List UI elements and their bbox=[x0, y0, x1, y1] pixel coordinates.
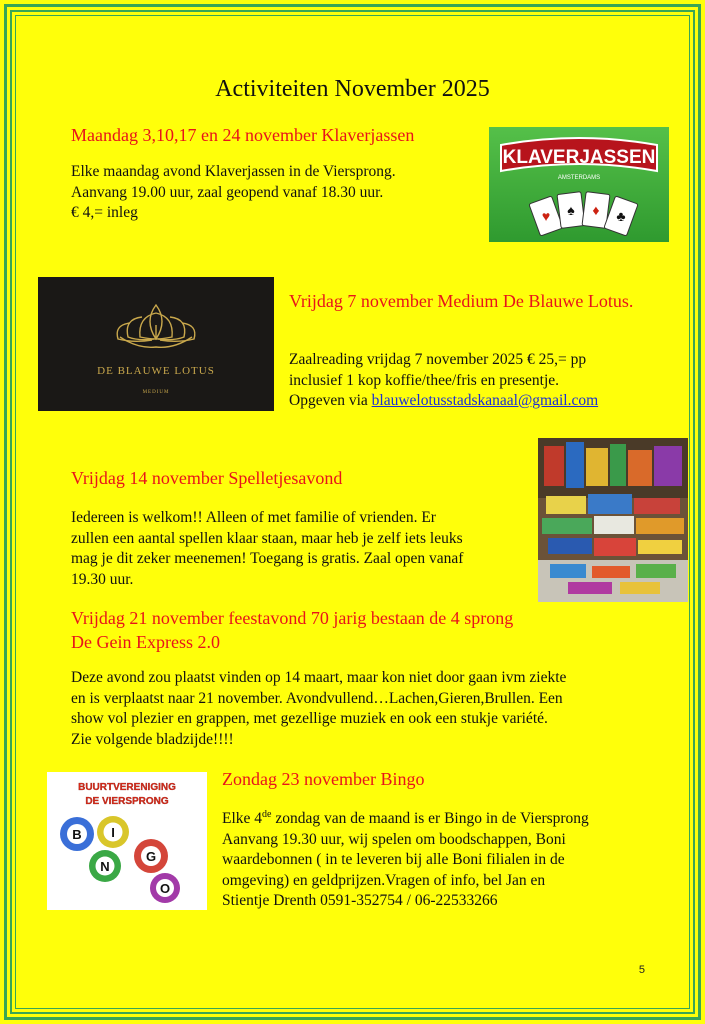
bingo-heading: Zondag 23 november Bingo bbox=[222, 769, 425, 789]
medium-heading: Vrijdag 7 november Medium De Blauwe Lotus. bbox=[289, 291, 634, 311]
bingo-line: Aanvang 19.30 uur, wij spelen om boodschappen, Boni bbox=[222, 830, 566, 848]
bingo-line: Stientje Drenth 0591-352754 / 06-22533266 bbox=[222, 892, 498, 910]
spelletjes-line: zullen een aantal spellen klaar staan, maar heb je zelf iets leuks bbox=[71, 529, 463, 547]
spelletjes-heading: Vrijdag 14 november Spelletjesavond bbox=[71, 468, 343, 488]
bingo-line1-sup: de bbox=[262, 809, 272, 820]
klaverjassen-text bbox=[71, 162, 396, 224]
bingo-ball-i bbox=[97, 816, 129, 848]
medium-signup-label: Opgeven via bbox=[289, 392, 368, 409]
medium-line bbox=[289, 391, 598, 412]
bingo-line1-pre: Elke 4 bbox=[222, 810, 263, 828]
bingo-balls-icon bbox=[47, 772, 207, 910]
feestavond-line: en is verplaatst naar 21 november. Avondvullend…Lachen,Gieren,Brullen. Een bbox=[71, 689, 563, 707]
spelletjes-line: Iedereen is welkom!! Alleen of met familie of vrienden. Er bbox=[71, 509, 436, 526]
bingo-ball-n bbox=[89, 850, 121, 882]
svg-text:♠: ♠ bbox=[567, 204, 575, 219]
bingo-ball-g bbox=[134, 839, 168, 873]
feestavond-heading bbox=[71, 606, 513, 654]
bingo-line: waardebonnen ( in te leveren bij alle Boni filialen in de bbox=[222, 851, 565, 869]
bingo-image bbox=[47, 772, 207, 910]
klaverjassen-line: Elke maandag avond Klaverjassen in de Viersprong. bbox=[71, 163, 396, 180]
bingo-ball-letter: I bbox=[111, 825, 115, 840]
feestavond-line: Deze avond zou plaatst vinden op 14 maart, maar kon niet door gaan ivm ziekte bbox=[71, 669, 567, 686]
blauwe-lotus-logo-sub: MEDIUM bbox=[142, 390, 170, 395]
bingo-ball-letter: N bbox=[100, 859, 110, 874]
klaverjassen-image bbox=[489, 127, 669, 242]
feestavond-line: show vol plezier en grappen, met gezellige muziek en ook een stukje variété. bbox=[71, 710, 548, 727]
klaverjassen-line: Aanvang 19.00 uur, zaal geopend vanaf 18.30 uur. bbox=[71, 183, 384, 201]
klaverjassen-heading: Maandag 3,10,17 en 24 november Klaverjassen bbox=[71, 125, 415, 145]
bingo-ball-letter: O bbox=[159, 881, 171, 896]
medium-text bbox=[289, 350, 598, 412]
klaverjassen-card-art bbox=[489, 127, 669, 242]
email-link[interactable]: blauwelotusstadskanaal@gmail.com bbox=[371, 392, 599, 409]
klaverjassen-image-title: KLAVERJASSEN bbox=[502, 147, 656, 168]
klaverjassen-image-subtitle: AMSTERDAMS bbox=[557, 175, 601, 181]
bingo-line bbox=[222, 805, 589, 830]
bingo-ball-letter: G bbox=[145, 849, 157, 864]
bingo-image-line2: DE VIERSPRONG bbox=[85, 796, 169, 807]
bingo-ball-o bbox=[150, 873, 180, 903]
spelletjes-line: mag je dit zeker meenemen! Toegang is gratis. Zaal open vanaf bbox=[71, 550, 464, 567]
klaverjassen-line: € 4,= inleg bbox=[71, 204, 138, 221]
blauwe-lotus-logo-name: DE BLAUWE LOTUS bbox=[97, 365, 215, 377]
feestavond-line: Zie volgende bladzijde!!!! bbox=[71, 730, 234, 748]
spelletjes-line: 19.30 uur. bbox=[71, 570, 134, 588]
page-title: Activiteiten November 2025 bbox=[215, 76, 490, 102]
medium-line: Zaalreading vrijdag 7 november 2025 € 25,= pp bbox=[289, 351, 587, 368]
bingo-ball-b bbox=[60, 817, 94, 851]
bingo-line1-post: zondag van de maand is er Bingo in de Viersprong bbox=[271, 810, 589, 828]
feestavond-text bbox=[71, 668, 566, 750]
board-games-photo bbox=[538, 438, 688, 602]
spelletjes-text bbox=[71, 508, 463, 590]
medium-line: inclusief 1 kop koffie/thee/fris en presentje. bbox=[289, 371, 560, 389]
bingo-line: omgeving) en geldprijzen.Vragen of info, bel Jan en bbox=[222, 871, 546, 889]
page-number: 5 bbox=[638, 964, 645, 976]
svg-text:♦: ♦ bbox=[592, 204, 600, 219]
bingo-text bbox=[222, 805, 589, 912]
board-games-icon bbox=[538, 438, 688, 602]
svg-text:♥: ♥ bbox=[541, 210, 551, 225]
blauwe-lotus-logo bbox=[38, 277, 274, 411]
bingo-ball-letter: B bbox=[72, 827, 82, 842]
feestavond-heading-line: Vrijdag 21 november feestavond 70 jarig bestaan de 4 sprong bbox=[71, 608, 514, 628]
bingo-image-line1: BUURTVERENIGING bbox=[78, 782, 176, 793]
feestavond-heading-line: De Gein Express 2.0 bbox=[71, 632, 220, 652]
svg-text:♣: ♣ bbox=[616, 210, 626, 225]
lotus-icon bbox=[38, 277, 274, 411]
